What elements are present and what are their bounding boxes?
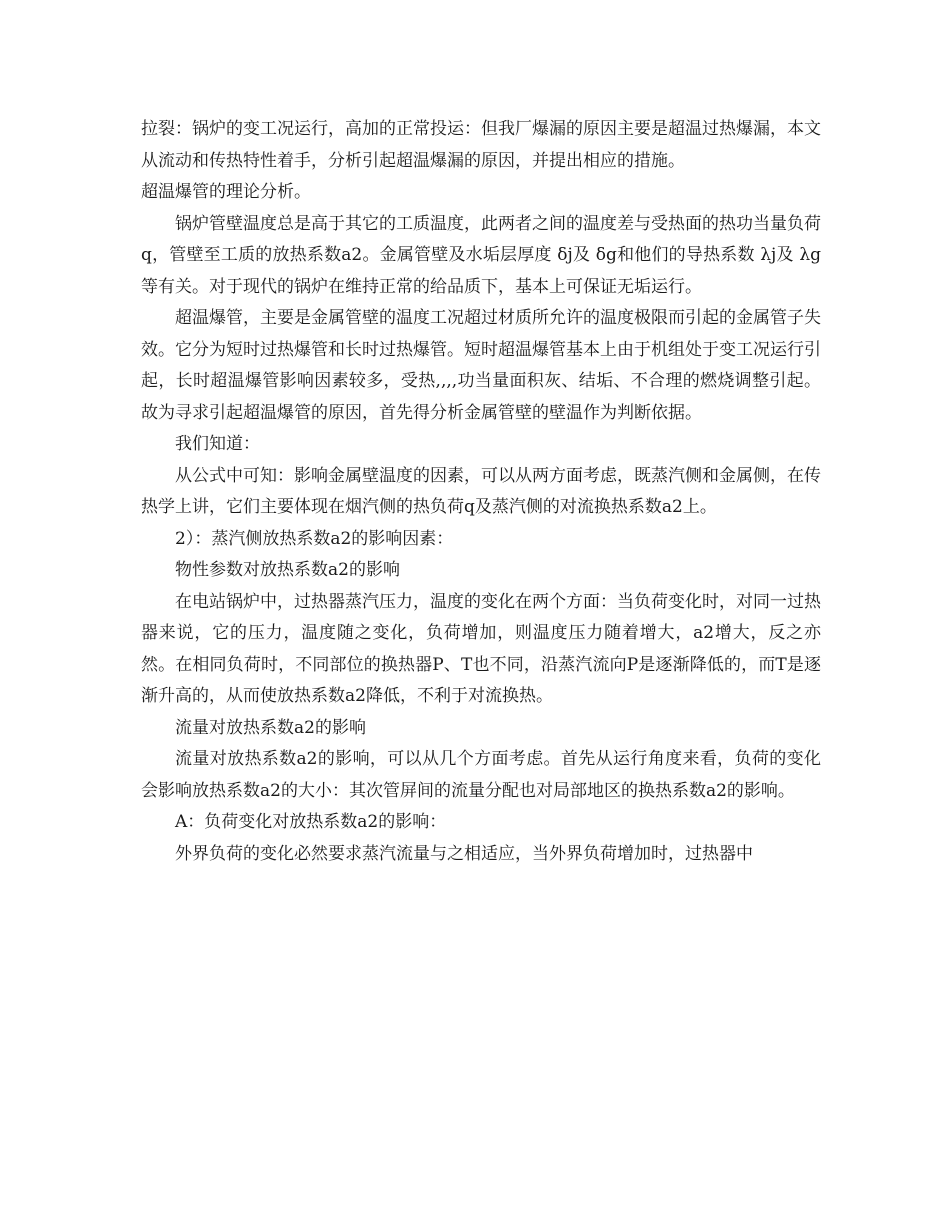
subheading: 流量对放热系数a2的影响: [175, 717, 366, 738]
subheading: 物性参数对放热系数a2的影响: [175, 560, 400, 580]
paragraph: 锅炉管壁温度总是高于其它的工质温度，此两者之间的温度差与受热面的热功当量负荷q，管壁至工质的放热系数a2。金属管壁及水垢层厚度 δj及 δg和他们的导热系数 λj及 λg等有关。对于现代的锅炉在维持正常的给品质下，基本上可保证无垢运行。: [141, 213, 821, 297]
paragraph: 拉裂：锅炉的变工况运行，高加的正常投运：但我厂爆漏的原因主要是超温过热爆漏，本文从流动和传热特性着手，分析引起超温爆漏的原因，并提出相应的措施。: [141, 119, 821, 171]
section-heading: 超温爆管的理论分析。: [141, 182, 311, 202]
subheading: 2）：蒸汽侧放热系数a2的影响因素：: [175, 528, 454, 549]
paragraph: 流量对放热系数a2的影响，可以从几个方面考虑。首先从运行角度来看，负荷的变化会影响放热系数a2的大小：其次管屏间的流量分配也对局部地区的换热系数a2的影响。: [141, 749, 821, 801]
paragraph: 外界负荷的变化必然要求蒸汽流量与之相适应，当外界负荷增加时，过热器中: [175, 843, 753, 864]
paragraph: 超温爆管，主要是金属管壁的温度工况超过材质所允许的温度极限而引起的金属管子失效。它分为短时过热爆管和长时过热爆管。短时超温爆管基本上由于机组处于变工况运行引起，长时超温爆管影响因素较多，受热,,,,功当量面积灰、结垢、不合理的燃烧调整引起。故为寻求引起超温爆管的原因，首先得分析金属管壁的壁温作为判断依据。: [141, 308, 821, 423]
body-text: [141, 114, 821, 870]
paragraph: 从公式中可知：影响金属壁温度的因素，可以从两方面考虑，既蒸汽侧和金属侧，在传热学上讲，它们主要体现在烟汽侧的热负荷q及蒸汽侧的对流换热系数a2上。: [141, 465, 821, 517]
subheading: A：负荷变化对放热系数a2的影响：: [175, 812, 447, 832]
paragraph: 在电站锅炉中，过热器蒸汽压力，温度的变化在两个方面：当负荷变化时，对同一过热器来说，它的压力，温度随之变化，负荷增加，则温度压力随着增大，a2增大，反之亦然。在相同负荷时，不同部位的换热器P、T也不同，沿蒸汽流向P是逐渐降低的，而T是逐渐升高的，从而使放热系数a2降低，不利于对流换热。: [141, 591, 821, 706]
paragraph: 我们知道：: [175, 434, 260, 454]
